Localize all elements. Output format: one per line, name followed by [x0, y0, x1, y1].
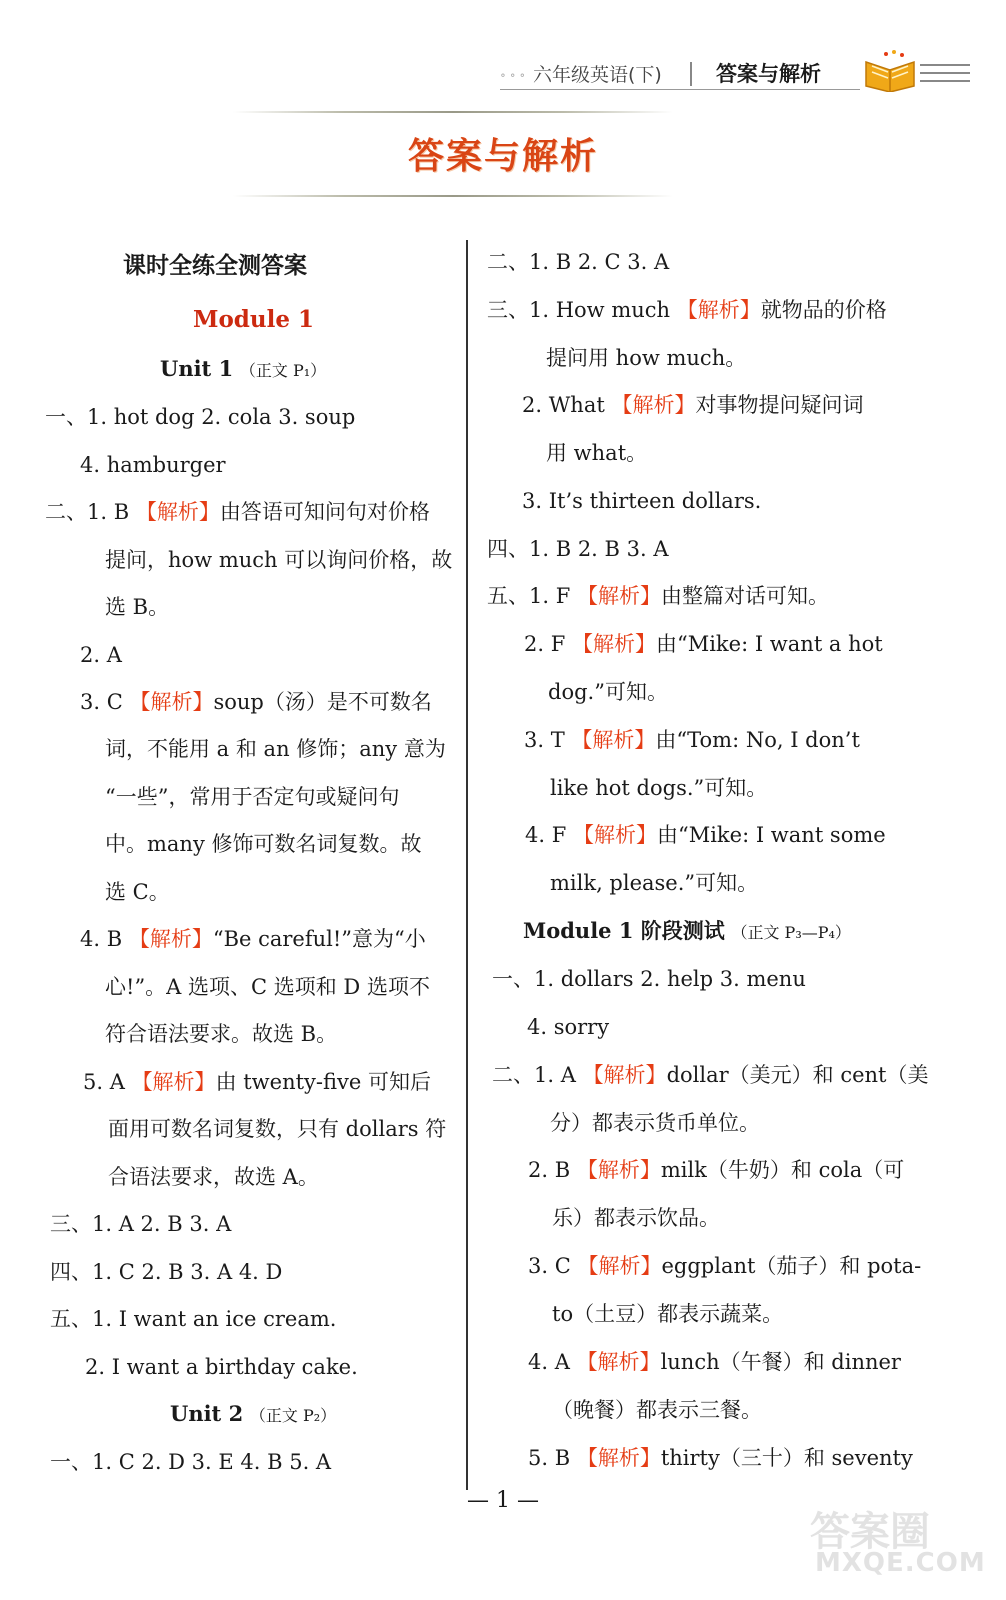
unit2-title: Unit 2	[170, 1401, 244, 1426]
answer-text: lunch（午餐）和 dinner	[660, 1350, 901, 1374]
answer-number: 五、1. F	[487, 584, 577, 608]
answer-line	[522, 391, 863, 419]
answer-line	[80, 688, 432, 716]
section-title: 课时全练全测答案	[123, 253, 307, 279]
answer-line: 五、1. I want an ice cream.	[50, 1307, 337, 1331]
answer-line	[528, 1156, 904, 1184]
header-section-title: 答案与解析	[716, 62, 821, 86]
answer-number: 4. A	[528, 1350, 577, 1374]
page-number: — 1 —	[467, 1488, 539, 1513]
answer-line	[528, 1348, 901, 1376]
answer-number: 3. C	[80, 690, 130, 714]
answer-line: 一、1. hot dog 2. cola 3. soup	[45, 405, 356, 429]
answer-line	[80, 925, 426, 953]
answer-line	[524, 630, 883, 658]
header-subject: 六年级英语(下)	[533, 64, 662, 86]
answer-text: 由 twenty-five 可知后	[215, 1070, 431, 1094]
header-separator	[690, 62, 692, 86]
answer-number: 二、1. A	[492, 1063, 583, 1087]
answer-text: 由“Mike: I want some	[656, 823, 886, 847]
answer-text: soup（汤）是不可数名	[213, 690, 432, 714]
answer-number: 3. C	[528, 1254, 578, 1278]
answer-text: dollar（美元）和 cent（美	[666, 1063, 929, 1087]
answer-line: dog.”可知。	[548, 680, 668, 704]
answer-line: 乐）都表示饮品。	[552, 1206, 720, 1230]
header-dots: ∘ ∘ ∘	[500, 68, 526, 82]
module-heading: Module 1	[193, 306, 314, 333]
page-title: 答案与解析	[407, 136, 598, 177]
analysis-tag: 【解析】	[611, 393, 696, 417]
answer-text: 由“Mike: I want a hot	[655, 632, 883, 656]
answer-line	[492, 1061, 928, 1089]
unit2-ref: （正文 P₂）	[249, 1406, 337, 1425]
answer-text: thirty（三十）和 seventy	[660, 1446, 913, 1470]
answer-text: 由“Tom: No, I don’t	[655, 728, 860, 752]
analysis-tag: 【解析】	[576, 584, 661, 608]
analysis-tag: 【解析】	[572, 823, 657, 847]
answer-number: 5. A	[83, 1070, 132, 1094]
answer-text: eggplant（茄子）和 pota-	[661, 1254, 922, 1278]
answer-line: 一、1. dollars 2. help 3. menu	[492, 967, 806, 991]
answer-line: 四、1. C 2. B 3. A 4. D	[50, 1260, 283, 1284]
analysis-tag: 【解析】	[131, 1070, 216, 1094]
analysis-tag: 【解析】	[676, 298, 761, 322]
answer-number: 3. T	[524, 728, 572, 752]
analysis-tag: 【解析】	[128, 927, 213, 951]
watermark-logo: 答案圈	[810, 1509, 930, 1555]
answer-line: 二、1. B 2. C 3. A	[487, 250, 670, 274]
stage-test-heading	[523, 917, 851, 947]
analysis-tag: 【解析】	[576, 1158, 661, 1182]
answer-line	[528, 1252, 921, 1280]
answer-line	[525, 821, 886, 849]
watermark-url: MXQE.COM	[815, 1548, 986, 1578]
analysis-tag: 【解析】	[576, 1446, 661, 1470]
answer-line: （晚餐）都表示三餐。	[552, 1398, 762, 1422]
answer-line: 三、1. A 2. B 3. A	[50, 1212, 232, 1236]
answer-line: 面用可数名词复数，只有 dollars 符	[108, 1117, 447, 1141]
answer-number: 2. F	[524, 632, 572, 656]
analysis-tag: 【解析】	[129, 690, 214, 714]
answer-line: 中。many 修饰可数名词复数。故	[105, 832, 422, 856]
answer-line	[524, 726, 860, 754]
answer-line	[528, 1444, 913, 1472]
answer-line: to（土豆）都表示蔬菜。	[552, 1302, 784, 1326]
answer-line	[487, 582, 829, 610]
answer-line: 4. hamburger	[80, 453, 226, 477]
answer-line: 合语法要求，故选 A。	[108, 1165, 319, 1189]
answer-number: 2. What	[522, 393, 612, 417]
analysis-tag: 【解析】	[135, 500, 220, 524]
stage-test-title: Module 1 阶段测试	[523, 918, 725, 943]
answer-text: milk（牛奶）和 cola（可	[660, 1158, 905, 1182]
title-rule-top	[233, 111, 673, 113]
title-rule-bottom	[233, 195, 673, 197]
answer-line: 选 B。	[105, 595, 170, 619]
analysis-tag: 【解析】	[576, 1350, 661, 1374]
answer-line: 符合语法要求。故选 B。	[105, 1022, 338, 1046]
header-underline	[500, 89, 860, 90]
answer-line: 词，不能用 a 和 an 修饰；any 意为	[105, 737, 446, 761]
answer-line: 提问用 how much。	[546, 346, 747, 370]
answer-number: 5. B	[528, 1446, 577, 1470]
header-stripes	[920, 64, 970, 88]
answer-line: 提问，how much 可以询问价格，故	[105, 548, 453, 572]
analysis-tag: 【解析】	[582, 1063, 667, 1087]
answer-number: 4. F	[525, 823, 573, 847]
answer-line: 选 C。	[105, 880, 170, 904]
unit2-heading	[170, 1400, 336, 1430]
unit1-ref: （正文 P₁）	[239, 361, 327, 380]
answer-line: “一些”，常用于否定句或疑问句	[105, 785, 400, 809]
answer-line: 心!”。A 选项、C 选项和 D 选项不	[105, 975, 430, 999]
answer-text: “Be careful!”意为“小	[212, 927, 426, 951]
answer-line: 分）都表示货币单位。	[550, 1111, 760, 1135]
answer-line: 4. sorry	[527, 1015, 610, 1039]
book-icon	[862, 48, 918, 92]
answer-line: 2. I want a birthday cake.	[85, 1355, 358, 1379]
answer-text: 对事物提问疑问词	[695, 393, 864, 417]
answer-line: 用 what。	[546, 441, 648, 465]
answer-text: 由答语可知问句对价格	[219, 500, 430, 524]
answer-line: 四、1. B 2. B 3. A	[487, 537, 669, 561]
answer-line: 2. A	[80, 643, 122, 667]
answer-number: 4. B	[80, 927, 129, 951]
answer-line	[83, 1068, 431, 1096]
column-divider	[466, 240, 468, 1490]
answer-line	[487, 296, 887, 324]
stage-test-ref: （正文 P₃—P₄）	[731, 923, 851, 942]
answer-line: milk, please.”可知。	[550, 871, 759, 895]
unit1-heading	[160, 355, 326, 385]
answer-line: 3. It’s thirteen dollars.	[522, 489, 762, 513]
analysis-tag: 【解析】	[571, 728, 656, 752]
answer-number: 二、1. B	[45, 500, 136, 524]
unit1-title: Unit 1	[160, 356, 234, 381]
answer-line: like hot dogs.”可知。	[550, 776, 768, 800]
answer-number: 三、1. How much	[487, 298, 677, 322]
answer-line: 一、1. C 2. D 3. E 4. B 5. A	[50, 1450, 332, 1474]
analysis-tag: 【解析】	[577, 1254, 662, 1278]
answer-text: 由整篇对话可知。	[660, 584, 829, 608]
answer-number: 2. B	[528, 1158, 577, 1182]
answer-text: 就物品的价格	[760, 298, 887, 322]
answer-line	[45, 498, 430, 526]
analysis-tag: 【解析】	[571, 632, 656, 656]
